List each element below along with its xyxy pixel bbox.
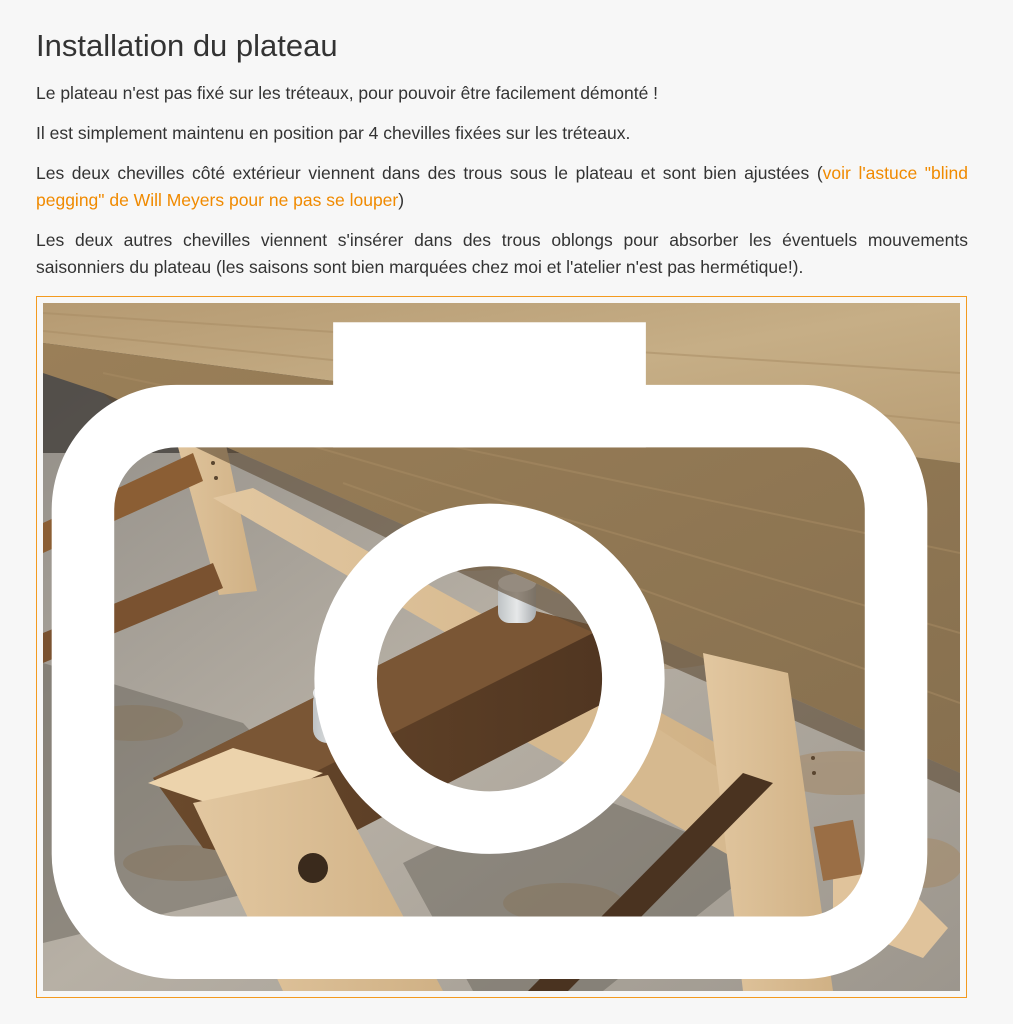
article [0,0,1013,281]
workbench-photo-frame[interactable] [36,296,967,998]
paragraph-3-text-after: ) [398,190,405,210]
paragraph-4: Les deux autres chevilles viennent s'insérer dans des trous oblongs pour absorber les éventuels mouvements saisonniers du plateau (les saisons sont bien marquées chez moi et l'atelier n'est pas hermétique!). [36,230,968,277]
paragraph-2: Il est simplement maintenu en position par 4 chevilles fixées sur les tréteaux. [36,123,631,143]
camera-icon [31,291,948,979]
paragraph-3-text-before: Les deux chevilles côté extérieur viennent dans des trous sous le plateau et sont bien ajustées ( [36,163,823,183]
paragraph-3 [36,160,968,214]
blind-pegging-link[interactable]: voir l'astuce "blind pegging" de Will Meyers pour ne pas se louper [36,163,968,210]
page-title: Installation du plateau [36,28,338,63]
paragraph-1: Le plateau n'est pas fixé sur les tréteaux, pour pouvoir être facilement démonté ! [36,83,659,103]
